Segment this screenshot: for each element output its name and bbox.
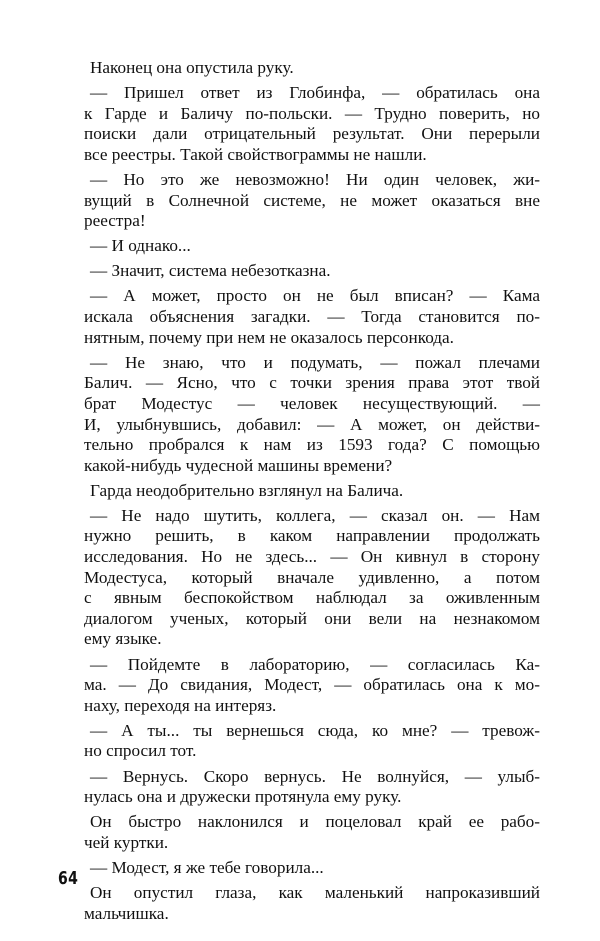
text-line: — Модест, я же тебе говорила... <box>90 857 324 877</box>
paragraph <box>84 858 540 879</box>
text-line: чей куртки. <box>84 832 169 852</box>
text-line: Он быстро наклонился и поцеловал край ее рабо- <box>90 812 540 832</box>
text-line: нятным, почему при нем не оказалось персонкода. <box>84 327 454 347</box>
body-text <box>84 58 540 929</box>
paragraph <box>84 353 540 477</box>
text-line: брат Модестус — человек несуществующий. — <box>84 393 540 413</box>
text-line: — Не знаю, что и подумать, — пожал плечами <box>90 352 540 372</box>
paragraph <box>84 286 540 348</box>
paragraph <box>84 261 540 282</box>
paragraph <box>84 506 540 650</box>
text-line: вущий в Солнечной системе, не может оказаться вне <box>84 190 540 210</box>
text-line: ма. — До свидания, Модест, — обратилась она к мо- <box>84 675 540 695</box>
text-line: но спросил тот. <box>84 741 197 761</box>
text-line: — Пришел ответ из Глобинфа, — обратилась она <box>90 83 540 103</box>
text-line: — Но это же невозможно! Ни один человек, жи- <box>90 169 540 189</box>
text-line: нужно решить, в каком направлении продолжать <box>84 526 540 546</box>
text-line: какой-нибудь чудесной машины времени? <box>84 455 393 475</box>
text-line: мальчишка. <box>84 903 169 923</box>
text-line: тельно пробрался к нам из 1593 года? С помощью <box>84 435 540 455</box>
paragraph <box>84 721 540 762</box>
paragraph <box>84 812 540 853</box>
text-line: с явным беспокойством наблюдал за оживленным <box>84 588 540 608</box>
paragraph <box>84 58 540 79</box>
text-line: к Гарде и Баличу по-польски. — Трудно поверить, но <box>84 103 540 123</box>
paragraph <box>84 170 540 232</box>
text-line: — Значит, система небезотказна. <box>90 261 331 281</box>
text-line: нулась она и дружески протянула ему руку. <box>84 787 402 807</box>
text-line: Модестуса, который вначале удивленно, а потом <box>84 567 540 587</box>
text-line: исследования. Но не здесь... — Он кивнул в сторону <box>84 547 540 567</box>
text-line: И, улыбнувшись, добавил: — А может, он действи- <box>84 414 540 434</box>
text-line: — Не надо шутить, коллега, — сказал он. — Нам <box>90 505 540 525</box>
paragraph <box>84 655 540 717</box>
text-line: — Пойдемте в лабораторию, — согласилась Ка- <box>90 654 540 674</box>
paragraph <box>84 236 540 257</box>
text-line: Он опустил глаза, как маленький напроказивший <box>90 882 540 902</box>
text-line: Гарда неодобрительно взглянул на Балича. <box>90 480 404 500</box>
text-line: искала объяснения загадки. — Тогда становится по- <box>84 307 540 327</box>
text-line: Балич. — Ясно, что с точки зрения права этот твой <box>84 373 540 393</box>
text-line: — А может, просто он не был вписан? — Кама <box>90 286 540 306</box>
text-line: реестра! <box>84 211 146 231</box>
text-line: наху, переходя на интеряз. <box>84 695 277 715</box>
paragraph <box>84 481 540 502</box>
paragraph <box>84 83 540 165</box>
text-line: диалогом ученых, который они вели на незнакомом <box>84 608 540 628</box>
page-number: 64 <box>58 868 79 889</box>
text-line: — Вернусь. Скоро вернусь. Не волнуйся, — улыб- <box>90 766 540 786</box>
text-line: — И однако... <box>90 236 191 256</box>
text-line: — А ты... ты вернешься сюда, ко мне? — тревож- <box>90 720 540 740</box>
text-line: поиски дали отрицательный результат. Они перерыли <box>84 124 540 144</box>
text-line: Наконец она опустила руку. <box>90 58 294 77</box>
text-line: все реестры. Такой свойствограммы не нашли. <box>84 144 427 164</box>
paragraph <box>84 883 540 924</box>
paragraph <box>84 767 540 808</box>
text-line: ему языке. <box>84 629 162 649</box>
